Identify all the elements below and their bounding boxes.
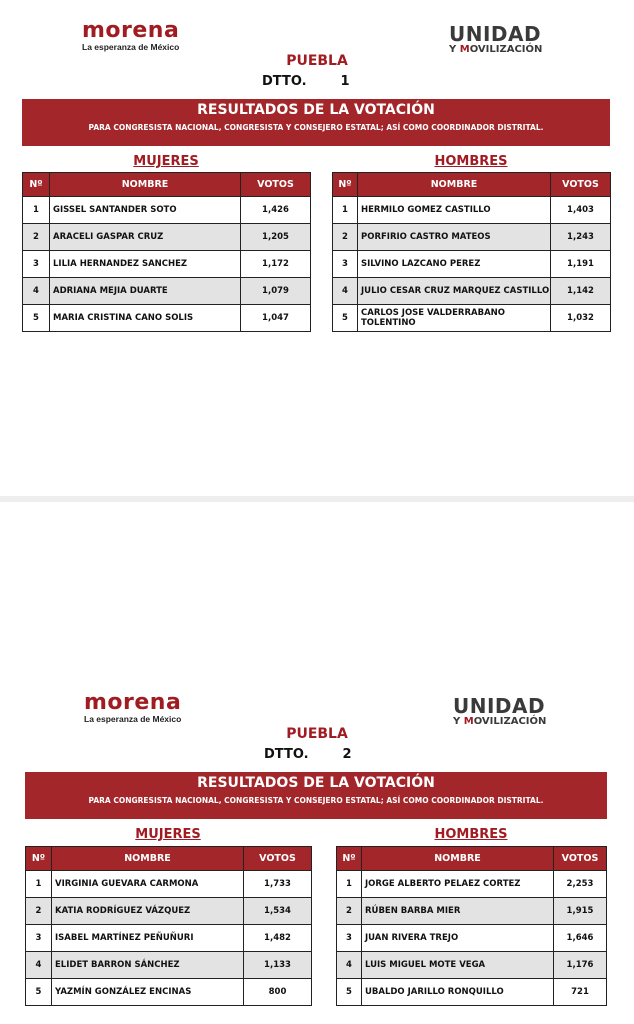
table-header-row (23, 173, 311, 197)
state-title: PUEBLA (286, 726, 348, 742)
table-row (333, 305, 611, 332)
candidate-name: YAZMÍN GONZÁLEZ ENCINAS (52, 979, 244, 1006)
table-row (23, 305, 311, 332)
vote-count: 1,646 (554, 925, 607, 952)
column-header-votes: VOTOS (241, 173, 311, 197)
column-header-name: NOMBRE (52, 847, 244, 871)
men-title: HOMBRES (434, 827, 508, 842)
state-title: PUEBLA (286, 53, 348, 69)
column-header-name: NOMBRE (358, 173, 551, 197)
table-row (333, 197, 611, 224)
row-number: 4 (337, 952, 362, 979)
candidate-name: MARIA CRISTINA CANO SOLIS (50, 305, 241, 332)
table-row (26, 952, 312, 979)
vote-count: 1,172 (241, 251, 311, 278)
table-row (23, 224, 311, 251)
vote-count: 1,191 (551, 251, 611, 278)
row-number: 2 (337, 898, 362, 925)
vote-count: 2,253 (554, 871, 607, 898)
table-row (26, 871, 312, 898)
vote-count: 1,482 (244, 925, 312, 952)
row-number: 4 (333, 278, 358, 305)
women-results-table (25, 846, 312, 1006)
candidate-name: HERMILO GOMEZ CASTILLO (358, 197, 551, 224)
table-row (333, 278, 611, 305)
men-title: HOMBRES (434, 154, 508, 169)
row-number: 5 (23, 305, 50, 332)
candidate-name: RÚBEN BARBA MIER (362, 898, 554, 925)
vote-count: 1,032 (551, 305, 611, 332)
vote-count: 1,205 (241, 224, 311, 251)
table-row (337, 925, 607, 952)
table-row (337, 871, 607, 898)
column-header-number: Nº (23, 173, 50, 197)
table-row (26, 925, 312, 952)
row-number: 1 (337, 871, 362, 898)
vote-count: 1,142 (551, 278, 611, 305)
row-number: 5 (333, 305, 358, 332)
row-number: 4 (26, 952, 52, 979)
row-number: 1 (26, 871, 52, 898)
candidate-name: SILVINO LAZCANO PEREZ (358, 251, 551, 278)
row-number: 1 (23, 197, 50, 224)
men-results-table (336, 846, 607, 1006)
banner-subtitle: PARA CONGRESISTA NACIONAL, CONGRESISTA Y CONSEJERO ESTATAL; ASÍ COMO COORDINADOR DISTRITAL. (88, 123, 544, 132)
row-number: 1 (333, 197, 358, 224)
candidate-name: CARLOS JOSE VALDERRABANO TOLENTINO (358, 305, 551, 332)
table-row (337, 979, 607, 1006)
row-number: 3 (23, 251, 50, 278)
column-header-votes: VOTOS (554, 847, 607, 871)
women-results-table (22, 172, 311, 332)
row-number: 2 (23, 224, 50, 251)
table-header-row (26, 847, 312, 871)
table-row (23, 251, 311, 278)
unidad-movilizacion-logo: UNIDAD Y MOVILIZACIÓN (449, 22, 543, 55)
column-header-number: Nº (26, 847, 52, 871)
vote-count: 1,047 (241, 305, 311, 332)
candidate-name: KATIA RODRÍGUEZ VÁZQUEZ (52, 898, 244, 925)
column-header-name: NOMBRE (362, 847, 554, 871)
table-row (333, 251, 611, 278)
candidate-name: ISABEL MARTÍNEZ PEÑUÑURI (52, 925, 244, 952)
vote-count: 1,403 (551, 197, 611, 224)
row-number: 3 (333, 251, 358, 278)
banner-subtitle: PARA CONGRESISTA NACIONAL, CONGRESISTA Y CONSEJERO ESTATAL; ASÍ COMO COORDINADOR DISTRITAL. (88, 796, 544, 805)
vote-count: 1,915 (554, 898, 607, 925)
candidate-name: VIRGINIA GUEVARA CARMONA (52, 871, 244, 898)
vote-count: 1,733 (244, 871, 312, 898)
candidate-name: GISSEL SANTANDER SOTO (50, 197, 241, 224)
vote-count: 1,133 (244, 952, 312, 979)
results-banner (25, 772, 607, 819)
banner-title: RESULTADOS DE LA VOTACIÓN (197, 775, 435, 791)
vote-count: 1,079 (241, 278, 311, 305)
table-row (337, 898, 607, 925)
vote-count: 1,426 (241, 197, 311, 224)
table-header-row (337, 847, 607, 871)
district-number: 2 (342, 747, 352, 762)
table-row (26, 898, 312, 925)
morena-logo: morena La esperanza de México (84, 690, 182, 724)
row-number: 2 (333, 224, 358, 251)
women-title: MUJERES (135, 827, 201, 842)
row-number: 3 (26, 925, 52, 952)
district-label: DTTO. 1 (262, 74, 350, 89)
results-sheet-district-1 (0, 0, 634, 496)
candidate-name: LILIA HERNANDEZ SANCHEZ (50, 251, 241, 278)
district-label: DTTO. 2 (264, 747, 352, 762)
column-header-name: NOMBRE (50, 173, 241, 197)
candidate-name: UBALDO JARILLO RONQUILLO (362, 979, 554, 1006)
vote-count: 1,243 (551, 224, 611, 251)
results-sheet-district-2 (0, 502, 634, 1024)
row-number: 3 (337, 925, 362, 952)
candidate-name: LUIS MIGUEL MOTE VEGA (362, 952, 554, 979)
women-title: MUJERES (133, 154, 199, 169)
table-row (337, 952, 607, 979)
vote-count: 721 (554, 979, 607, 1006)
candidate-name: PORFIRIO CASTRO MATEOS (358, 224, 551, 251)
vote-count: 1,534 (244, 898, 312, 925)
candidate-name: JORGE ALBERTO PELAEZ CORTEZ (362, 871, 554, 898)
vote-count: 800 (244, 979, 312, 1006)
table-header-row (333, 173, 611, 197)
column-header-number: Nº (333, 173, 358, 197)
candidate-name: ADRIANA MEJIA DUARTE (50, 278, 241, 305)
men-results-table (332, 172, 611, 332)
column-header-votes: VOTOS (551, 173, 611, 197)
results-banner (22, 99, 610, 146)
candidate-name: ARACELI GASPAR CRUZ (50, 224, 241, 251)
row-number: 5 (337, 979, 362, 1006)
unidad-movilizacion-logo: UNIDAD Y MOVILIZACIÓN (453, 694, 547, 727)
table-row (23, 197, 311, 224)
candidate-name: JULIO CESAR CRUZ MARQUEZ CASTILLO (358, 278, 551, 305)
column-header-number: Nº (337, 847, 362, 871)
candidate-name: ELIDET BARRON SÁNCHEZ (52, 952, 244, 979)
candidate-name: JUAN RIVERA TREJO (362, 925, 554, 952)
column-header-votes: VOTOS (244, 847, 312, 871)
table-row (333, 224, 611, 251)
row-number: 2 (26, 898, 52, 925)
district-number: 1 (340, 74, 350, 89)
morena-logo: morena La esperanza de México (82, 18, 180, 52)
vote-count: 1,176 (554, 952, 607, 979)
row-number: 5 (26, 979, 52, 1006)
table-row (23, 278, 311, 305)
table-row (26, 979, 312, 1006)
banner-title: RESULTADOS DE LA VOTACIÓN (197, 102, 435, 118)
row-number: 4 (23, 278, 50, 305)
